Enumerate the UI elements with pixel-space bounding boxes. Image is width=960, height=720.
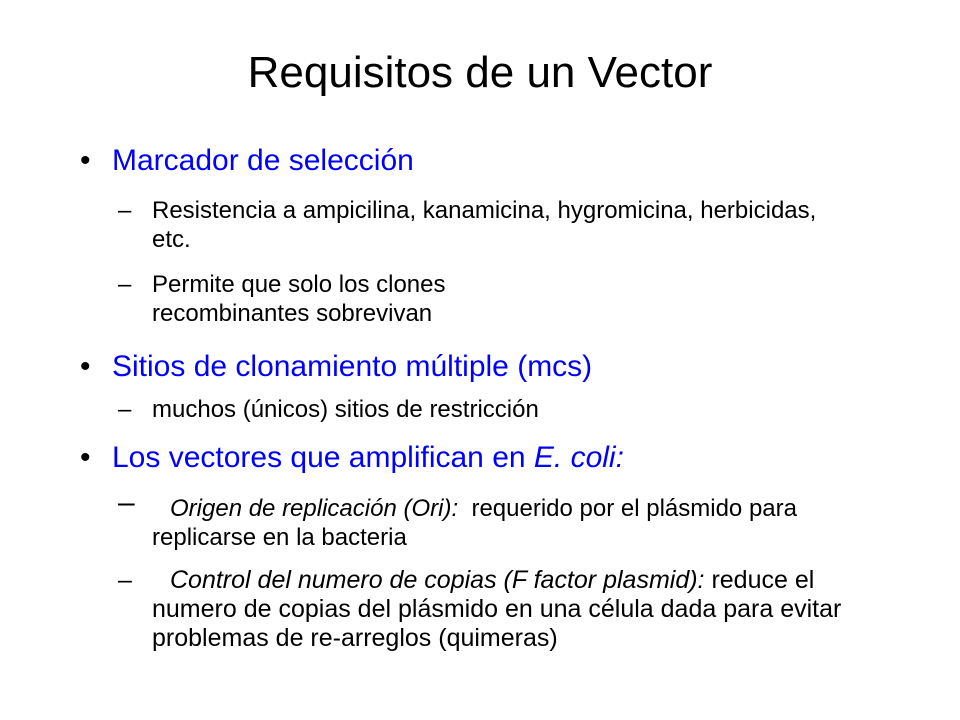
sub-item-resistencia <box>118 196 848 254</box>
sub-text <box>152 494 848 552</box>
sub-item-muchos <box>118 395 848 424</box>
bullet-text: Sitios de clonamiento múltiple (mcs) <box>112 350 593 383</box>
slide-title: Requisitos de un Vector <box>247 48 713 97</box>
bullet-text <box>112 440 624 476</box>
sub-item-control <box>118 566 848 653</box>
sub-text: Permite que solo los clones recombinantes sobrevivan <box>152 271 446 327</box>
sub-item-origen <box>118 486 848 552</box>
bullet-dot: • <box>80 441 91 474</box>
sub-text-italic: Control del numero de copias (F factor plasmid): <box>170 566 705 594</box>
sub-dash: – <box>118 566 132 594</box>
sub-text-plain: requerido por el plásmido para replicarse en la bacteria <box>152 495 797 551</box>
sub-text: muchos (únicos) sitios de restricción <box>152 396 539 423</box>
sub-dash: – <box>118 486 135 519</box>
bullet-text: Marcador de selección <box>112 144 414 177</box>
sub-text-plain: reduce el numero de copias del plásmido en una célula dada para evitar problemas de re-arreglos (quimeras) <box>152 566 842 652</box>
bullet-text-italic: E. coli: <box>533 441 624 474</box>
sub-item-permite <box>118 270 848 328</box>
sub-dash: – <box>118 396 132 423</box>
sub-text <box>152 566 848 653</box>
bullet-dot: • <box>80 350 91 383</box>
bullet-dot: • <box>80 144 91 177</box>
sub-text: Resistencia a ampicilina, kanamicina, hygromicina, herbicidas, etc. <box>152 197 817 253</box>
sub-dash: – <box>118 271 132 298</box>
sub-dash: – <box>118 197 132 224</box>
bullet-text-plain: Los vectores que amplifican en <box>112 441 534 474</box>
sub-text-italic: Origen de replicación (Ori): <box>170 495 459 522</box>
